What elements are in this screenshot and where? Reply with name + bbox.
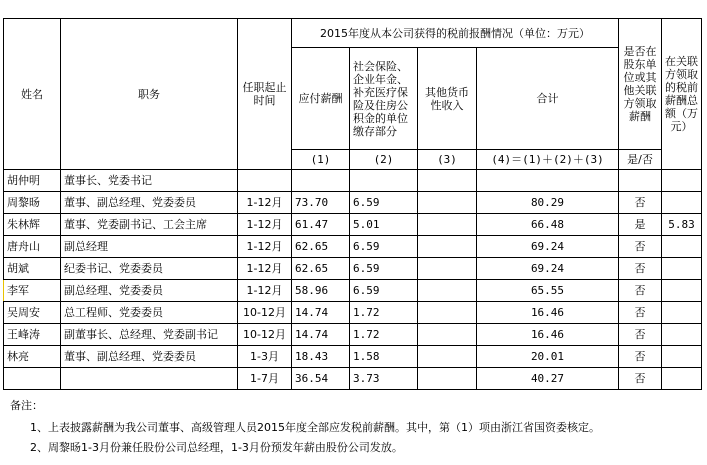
cell-insurance: 6.59 xyxy=(350,192,418,214)
cell-other-income xyxy=(418,258,477,280)
cell-salary: 61.47 xyxy=(292,214,350,236)
cell-salary: 73.70 xyxy=(292,192,350,214)
table-row xyxy=(4,214,702,236)
header-name: 姓名 xyxy=(4,19,61,170)
cell-insurance: 1.72 xyxy=(350,302,418,324)
cell-name: 胡仲明 xyxy=(4,170,61,192)
cell-position: 董事、副总经理、党委委员 xyxy=(61,346,238,368)
header-related-amount: 在关联方领取的税前薪酬总额（万元） xyxy=(662,19,702,170)
cell-name: 唐舟山 xyxy=(4,236,61,258)
cell-related-amount xyxy=(662,324,702,346)
cell-insurance: 1.58 xyxy=(350,346,418,368)
cell-salary: 62.65 xyxy=(292,236,350,258)
header-position: 职务 xyxy=(61,19,238,170)
header-related-flag: 是否在股东单位或其他关联方领取薪酬 xyxy=(619,19,662,150)
cell-related-amount xyxy=(662,170,702,192)
cell-position: 副总经理、党委委员 xyxy=(61,280,238,302)
subheader-other-income: (3) xyxy=(418,150,477,170)
cell-total: 69.24 xyxy=(477,258,619,280)
cell-tenure xyxy=(238,170,292,192)
cell-related-flag: 否 xyxy=(619,258,662,280)
cell-related-flag: 否 xyxy=(619,324,662,346)
cell-other-income xyxy=(418,214,477,236)
cell-salary: 62.65 xyxy=(292,258,350,280)
note-item: 2、周黎旸1-3月份兼任股份公司总经理，1-3月份预发年薪由股份公司发放。 xyxy=(30,441,403,454)
cell-tenure: 10-12月 xyxy=(238,302,292,324)
header-total: 合计 xyxy=(477,48,619,150)
cell-salary: 14.74 xyxy=(292,302,350,324)
cell-insurance xyxy=(350,170,418,192)
cell-insurance: 6.59 xyxy=(350,280,418,302)
cell-name: 胡斌 xyxy=(4,258,61,280)
cell-other-income xyxy=(418,346,477,368)
cell-related-amount: 5.83 xyxy=(662,214,702,236)
cell-position: 董事、副总经理、党委委员 xyxy=(61,192,238,214)
cell-other-income xyxy=(418,324,477,346)
notes-title: 备注： xyxy=(10,399,43,412)
cell-related-flag: 是 xyxy=(619,214,662,236)
cell-related-flag: 否 xyxy=(619,280,662,302)
compensation-table xyxy=(3,18,702,390)
cell-name xyxy=(4,368,61,390)
cell-total: 80.29 xyxy=(477,192,619,214)
table-row xyxy=(4,170,702,192)
cell-name: 林亮 xyxy=(4,346,61,368)
cell-related-amount xyxy=(662,258,702,280)
cell-tenure: 10-12月 xyxy=(238,324,292,346)
cell-related-flag: 否 xyxy=(619,236,662,258)
header-tenure: 任职起止时间 xyxy=(238,19,292,170)
cell-position: 总工程师、党委委员 xyxy=(61,302,238,324)
header-other-income: 其他货币性收入 xyxy=(418,48,477,150)
table-row xyxy=(4,192,702,214)
table-row xyxy=(4,346,702,368)
table-row xyxy=(4,280,702,302)
cell-position: 副总经理 xyxy=(61,236,238,258)
cell-insurance: 6.59 xyxy=(350,258,418,280)
cell-position xyxy=(61,368,238,390)
header-salary: 应付薪酬 xyxy=(292,48,350,150)
cell-name: 李军 xyxy=(4,280,61,302)
cell-position: 董事、党委副书记、工会主席 xyxy=(61,214,238,236)
cell-total xyxy=(477,170,619,192)
table-row xyxy=(4,368,702,390)
cell-related-flag: 否 xyxy=(619,302,662,324)
cell-related-amount xyxy=(662,280,702,302)
cell-tenure: 1-3月 xyxy=(238,346,292,368)
table-row xyxy=(4,236,702,258)
subheader-related-flag: 是/否 xyxy=(619,150,662,170)
cell-related-flag xyxy=(619,170,662,192)
header-insurance: 社会保险、企业年金、补充医疗保险及住房公积金的单位缴存部分 xyxy=(350,48,418,150)
cell-related-flag: 否 xyxy=(619,368,662,390)
table-row xyxy=(4,324,702,346)
cell-other-income xyxy=(418,368,477,390)
cell-total: 16.46 xyxy=(477,302,619,324)
cell-total: 65.55 xyxy=(477,280,619,302)
cell-name: 朱林辉 xyxy=(4,214,61,236)
cell-salary: 36.54 xyxy=(292,368,350,390)
notes-section xyxy=(10,396,700,458)
cell-salary: 58.96 xyxy=(292,280,350,302)
table-row xyxy=(4,258,702,280)
cell-related-amount xyxy=(662,346,702,368)
cell-position: 纪委书记、党委委员 xyxy=(61,258,238,280)
cell-other-income xyxy=(418,302,477,324)
cell-tenure: 1-12月 xyxy=(238,192,292,214)
table-row xyxy=(4,302,702,324)
cell-other-income xyxy=(418,170,477,192)
cell-other-income xyxy=(418,236,477,258)
cell-tenure: 1-12月 xyxy=(238,236,292,258)
cell-other-income xyxy=(418,280,477,302)
cell-total: 16.46 xyxy=(477,324,619,346)
cell-tenure: 1-12月 xyxy=(238,258,292,280)
cell-total: 66.48 xyxy=(477,214,619,236)
cell-related-flag: 否 xyxy=(619,192,662,214)
cell-other-income xyxy=(418,192,477,214)
cell-related-amount xyxy=(662,368,702,390)
cell-total: 40.27 xyxy=(477,368,619,390)
cell-name: 周黎旸 xyxy=(4,192,61,214)
cell-position: 董事长、党委书记 xyxy=(61,170,238,192)
cell-total: 20.01 xyxy=(477,346,619,368)
cell-name: 王峰涛 xyxy=(4,324,61,346)
cell-tenure: 1-12月 xyxy=(238,280,292,302)
cell-related-amount xyxy=(662,236,702,258)
subheader-salary: (1) xyxy=(292,150,350,170)
cell-insurance: 3.73 xyxy=(350,368,418,390)
cell-insurance: 6.59 xyxy=(350,236,418,258)
cell-total: 69.24 xyxy=(477,236,619,258)
note-item: 1、上表披露薪酬为我公司董事、高级管理人员2015年度全部应发税前薪酬。其中，第（1）项由浙江省国资委核定。 xyxy=(30,421,600,434)
subheader-total: (4)＝(1)＋(2)＋(3) xyxy=(477,150,619,170)
cell-insurance: 5.01 xyxy=(350,214,418,236)
header-compensation-group: 2015年度从本公司获得的税前报酬情况（单位：万元） xyxy=(292,19,619,48)
cell-salary xyxy=(292,170,350,192)
cell-tenure: 1-7月 xyxy=(238,368,292,390)
cell-related-amount xyxy=(662,192,702,214)
cell-related-amount xyxy=(662,302,702,324)
cell-tenure: 1-12月 xyxy=(238,214,292,236)
cell-salary: 18.43 xyxy=(292,346,350,368)
cell-salary: 14.74 xyxy=(292,324,350,346)
subheader-insurance: (2) xyxy=(350,150,418,170)
cell-insurance: 1.72 xyxy=(350,324,418,346)
cell-position: 副董事长、总经理、党委副书记 xyxy=(61,324,238,346)
cell-name: 吴周安 xyxy=(4,302,61,324)
cell-related-flag: 否 xyxy=(619,346,662,368)
